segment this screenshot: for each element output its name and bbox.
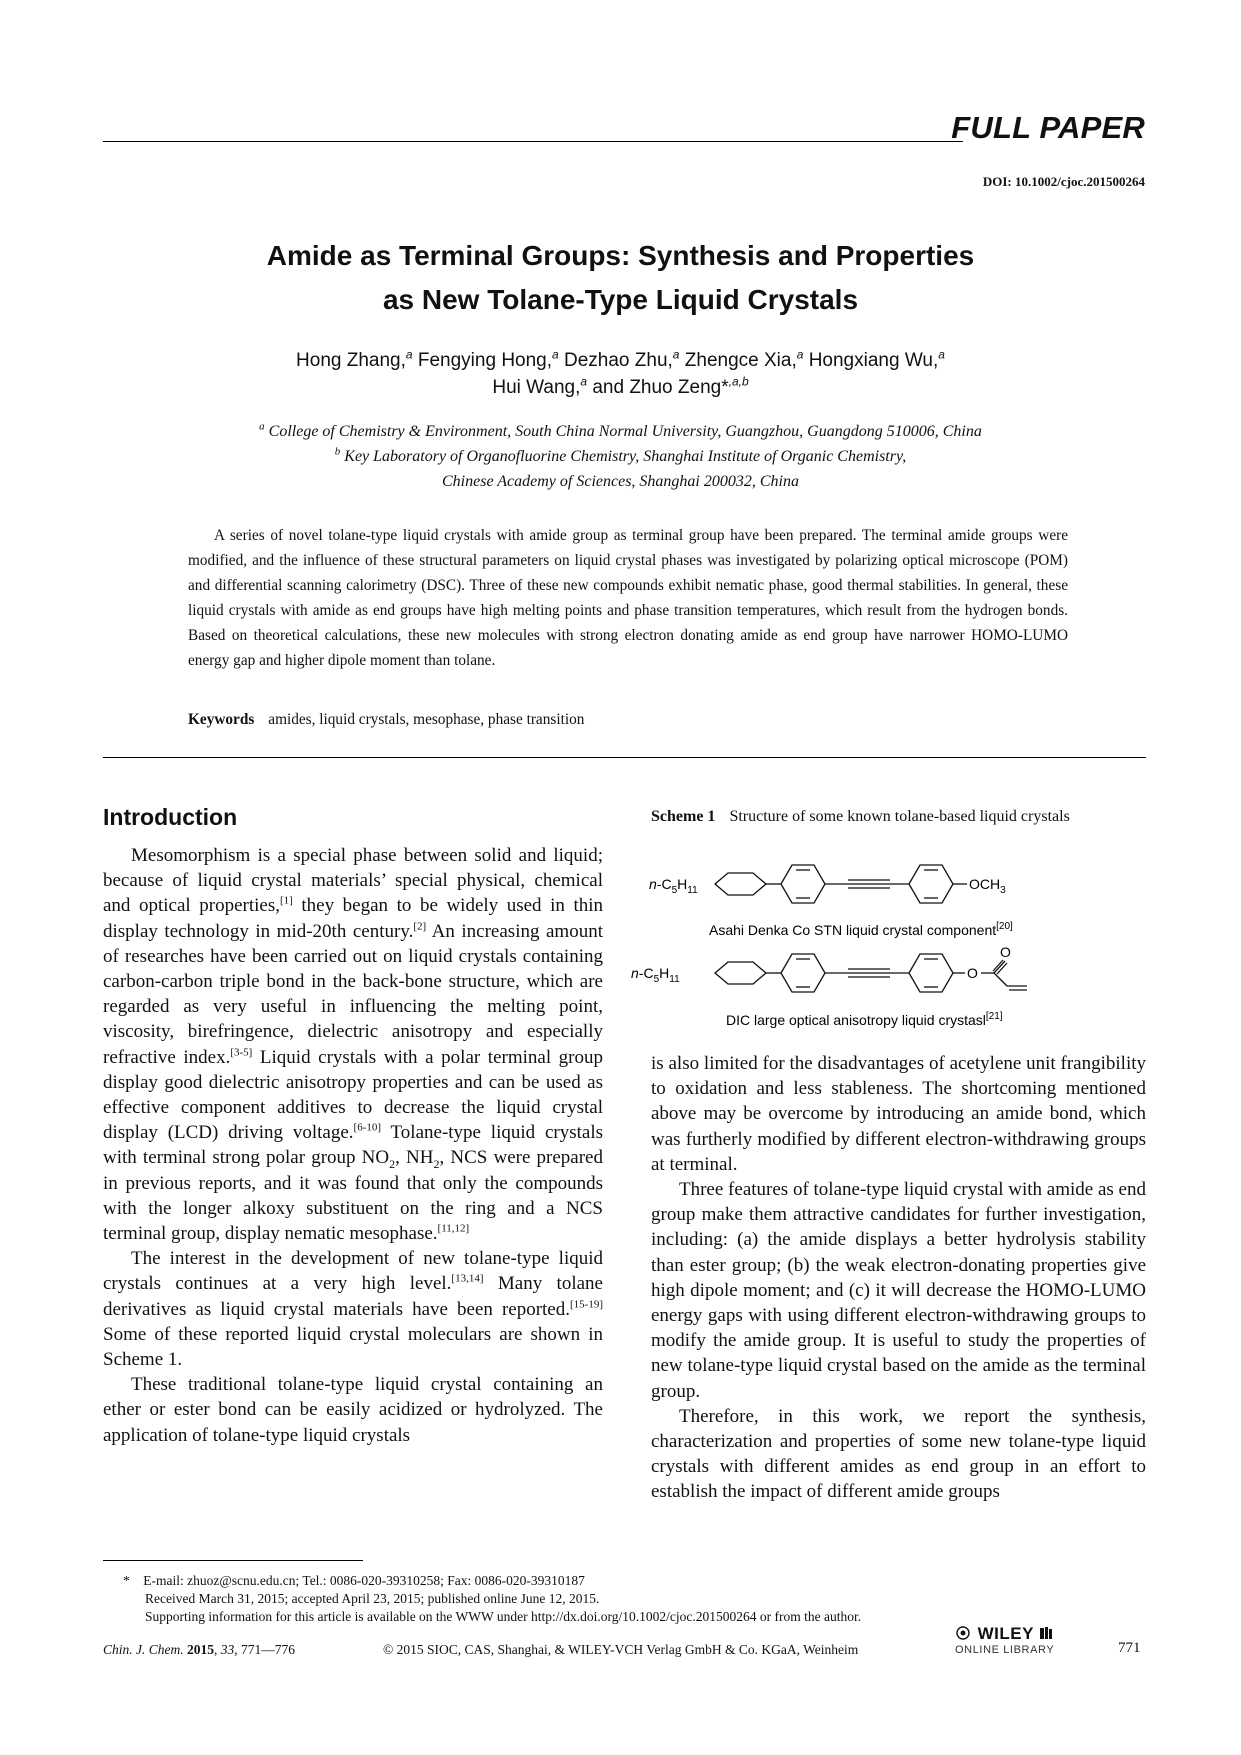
text: Mesomorphism is a special phase between solid and liquid; because of liquid crystal materials’ special physical, chemical and optical properties, bbox=[103, 845, 603, 917]
subscript: 2 bbox=[433, 1157, 440, 1172]
text: Some of these reported liquid crystal moleculars are shown in Scheme 1. bbox=[103, 1323, 603, 1371]
affil-marker: a bbox=[938, 347, 945, 362]
affiliations bbox=[0, 419, 1241, 494]
paragraph-continued: is also limited for the disadvantages of acetylene unit frangibility to oxidation and less stableness. The shortcoming mentioned above may be overcome by introducing an amide bond, which was furtherly modified by different electron-withdrawing groups at terminal. bbox=[651, 1053, 1146, 1175]
citation[interactable]: [15-19] bbox=[570, 1298, 603, 1311]
affil-marker: a bbox=[796, 347, 804, 362]
author: Hongxiang Wu, bbox=[808, 350, 939, 371]
text: An increasing amount of researches have been carried out on liquid crystals containing carbon-carbon triple bond in the back-bone structure, which are regarded as very useful in influencing the melting point, viscosity, birefringence, dielectric anisotropy and especially refractive index. bbox=[103, 920, 603, 1068]
scheme-1-structures bbox=[631, 840, 1146, 1040]
wiley-wordmark bbox=[955, 1624, 1054, 1644]
affil-marker: a bbox=[552, 347, 559, 362]
citation[interactable]: [3-5] bbox=[230, 1046, 253, 1059]
affiliation-text: Key Laboratory of Organofluorine Chemistry, Shanghai Institute of Organic Chemistry, bbox=[344, 448, 907, 465]
scheme-caption-text: Structure of some known tolane-based liquid crystals bbox=[729, 808, 1070, 825]
text: Tolane-type liquid crystals with terminal strong polar group NO bbox=[103, 1122, 603, 1169]
author-line-2 bbox=[0, 374, 1241, 401]
footnote-marker: * bbox=[123, 1573, 130, 1588]
author: Hui Wang, bbox=[492, 377, 581, 398]
keywords-label: Keywords bbox=[188, 711, 255, 728]
footnote-rule bbox=[103, 1560, 363, 1561]
section-label: FULL PAPER bbox=[951, 110, 1145, 145]
journal-year: 2015 bbox=[187, 1642, 214, 1657]
doi[interactable]: DOI: 10.1002/cjoc.201500264 bbox=[982, 174, 1145, 189]
copyright: © 2015 SIOC, CAS, Shanghai, & WILEY-VCH Verlag GmbH & Co. KGaA, Weinheim bbox=[383, 1642, 859, 1657]
mol2-left-group: $n-C_5H_{11}$ bbox=[631, 965, 680, 985]
footnote-supporting[interactable]: Supporting information for this article is available on the WWW under http://dx.doi.org/10.1002/cjoc.201500264 or from the author. bbox=[145, 1609, 862, 1624]
citation[interactable]: [11,12] bbox=[437, 1222, 470, 1235]
benzene-ring bbox=[909, 865, 953, 903]
footnote-email bbox=[123, 1572, 861, 1590]
wiley-logo[interactable] bbox=[955, 1624, 1054, 1656]
paragraph: These traditional tolane-type liquid crystal containing an ether or ester bond can be easily acidized or hydrolyzed. The application of tolane-type liquid crystals bbox=[103, 1374, 603, 1446]
author-line-1 bbox=[0, 347, 1241, 374]
vinyl-bond bbox=[994, 973, 1007, 986]
keywords bbox=[188, 711, 584, 729]
journal-name: Chin. J. Chem. bbox=[103, 1642, 184, 1657]
text: Many tolane derivatives as liquid crystal materials have been reported. bbox=[103, 1273, 603, 1320]
author: Zhengce Xia, bbox=[684, 350, 797, 371]
mol2-label: DIC large optical anisotropy liquid crystasl[21] bbox=[726, 1011, 1003, 1028]
right-column bbox=[651, 1051, 1146, 1505]
mol1-label: Asahi Denka Co STN liquid crystal component[20] bbox=[709, 921, 1013, 938]
paper-title bbox=[0, 234, 1241, 322]
section-heading-introduction: Introduction bbox=[103, 804, 238, 830]
affil-marker: ,a,b bbox=[728, 374, 749, 389]
journal-pages: 771—776 bbox=[241, 1642, 295, 1657]
paragraph bbox=[103, 1246, 603, 1372]
mol1-left-group: $n-C_5H_{11}$ bbox=[649, 876, 698, 896]
affil-marker: a bbox=[405, 347, 413, 362]
publisher-name: WILEY bbox=[977, 1624, 1034, 1643]
text: Liquid crystals with a polar terminal group display good dielectric anisotropy properties and can be used as effective component additives to decrease the liquid crystal display (LCD) driving voltage. bbox=[103, 1046, 604, 1144]
cyclohexane-ring bbox=[715, 962, 766, 984]
benzene-ring bbox=[781, 865, 825, 903]
citation[interactable]: [1] bbox=[280, 895, 293, 908]
affiliation-b-cont: Chinese Academy of Sciences, Shanghai 200032, China bbox=[442, 473, 799, 490]
author: Hong Zhang, bbox=[296, 350, 406, 371]
corresponding-author: Zhuo Zeng* bbox=[629, 377, 729, 398]
scheme-caption bbox=[651, 808, 1070, 826]
book-icon bbox=[1039, 1626, 1053, 1640]
header-rule bbox=[103, 141, 963, 142]
affil-marker: b bbox=[334, 445, 341, 458]
benzene-ring bbox=[909, 954, 953, 992]
citation[interactable]: [6-10] bbox=[353, 1121, 382, 1134]
benzene-ring bbox=[781, 954, 825, 992]
abstract: A series of novel tolane-type liquid crystals with amide group as terminal group have been prepared. The terminal amide groups were modified, and the influence of these structural parameters on liquid crystal phases was investigated by polarizing optical microscope (POM) and differential scanning calorimetry (DSC). Three of these new compounds exhibit nematic phase, good thermal stabilities. In general, these liquid crystals with amide as end groups have high melting points and phase transition temperatures, which result from the hydrogen bonds. Based on theoretical calculations, these new molecules with strong electron donating amide as end group have narrower HOMO-LUMO energy gap and higher dipole moment than tolane. bbox=[188, 527, 1068, 669]
text: The interest in the development of new tolane-type liquid crystals continues at a very high level. bbox=[103, 1248, 603, 1295]
keywords-text: amides, liquid crystals, mesophase, phase transition bbox=[268, 711, 585, 728]
affil-marker: a bbox=[580, 374, 588, 389]
footnote-received: Received March 31, 2015; accepted April 23, 2015; published online June 12, 2015. bbox=[145, 1591, 600, 1606]
subscript: 2 bbox=[389, 1157, 396, 1172]
affil-marker: a bbox=[259, 420, 265, 433]
affiliation-a bbox=[0, 419, 1241, 444]
footnotes bbox=[123, 1572, 861, 1626]
affiliation-text: College of Chemistry & Environment, South China Normal University, Guangzhou, Guangdong 510006, China bbox=[268, 423, 982, 440]
contact-info[interactable]: E-mail: zhuoz@scnu.edu.cn; Tel.: 0086-020-39310258; Fax: 0086-020-39310187 bbox=[143, 1573, 585, 1588]
cyclohexane-ring bbox=[715, 873, 766, 895]
page-number: 771 bbox=[1118, 1640, 1141, 1656]
mol2-carbonyl-oxygen: O bbox=[1000, 944, 1011, 960]
publisher-subtitle: ONLINE LIBRARY bbox=[955, 1644, 1055, 1656]
journal-citation: Chin. J. Chem. 2015, 33, 771—776 bbox=[103, 1642, 295, 1657]
paragraph: Three features of tolane-type liquid crystal with amide as end group make them attractive candidates for further investigation, including: (a) the amide displays a better hydrolysis stability than ester group; (b) the weak electron-donating properties give high dipole moment; and (c) it will decrease the HOMO-LUMO energy gaps with using different electron-withdrawing groups to modify the amide group. It is useful to study the properties of new tolane-type liquid crystal based on the amide as the terminal group. bbox=[651, 1179, 1146, 1402]
citation[interactable]: [13,14] bbox=[451, 1273, 484, 1286]
mol2-ether-oxygen: O bbox=[967, 965, 978, 981]
title-line-1: Amide as Terminal Groups: Synthesis and Properties bbox=[266, 240, 975, 271]
citation[interactable]: [2] bbox=[413, 920, 427, 933]
author: Fengying Hong, bbox=[417, 350, 553, 371]
abstract-rule bbox=[103, 757, 1146, 758]
author: Dezhao Zhu, bbox=[564, 350, 673, 371]
paragraph bbox=[103, 843, 603, 1246]
affil-marker: a bbox=[672, 347, 680, 362]
paragraph: Therefore, in this work, we report the synthesis, characterization and properties of some new tolane-type liquid crystals with different amides as end group in an effort to establish the impact of different amide groups bbox=[651, 1405, 1146, 1503]
scheme-label: Scheme 1 bbox=[651, 808, 716, 825]
mol1-right-group: $OCH_3$ bbox=[969, 876, 1006, 896]
journal-volume: 33 bbox=[220, 1642, 235, 1657]
affiliation-b bbox=[0, 444, 1241, 469]
author-and: and bbox=[592, 377, 625, 398]
author-list bbox=[0, 347, 1241, 401]
text: , NH bbox=[395, 1147, 434, 1169]
text: , NCS were prepared in previous reports, and it was found that only the compounds with the longer alkoxy substituent on the ring and a NCS terminal group, display nematic mesophase. bbox=[103, 1147, 603, 1245]
left-column bbox=[103, 843, 603, 1448]
wiley-seal-icon bbox=[956, 1626, 972, 1640]
text: they began to be widely used in thin display technology in mid-20th century. bbox=[103, 895, 604, 942]
title-line-2: as New Tolane-Type Liquid Crystals bbox=[382, 284, 859, 315]
